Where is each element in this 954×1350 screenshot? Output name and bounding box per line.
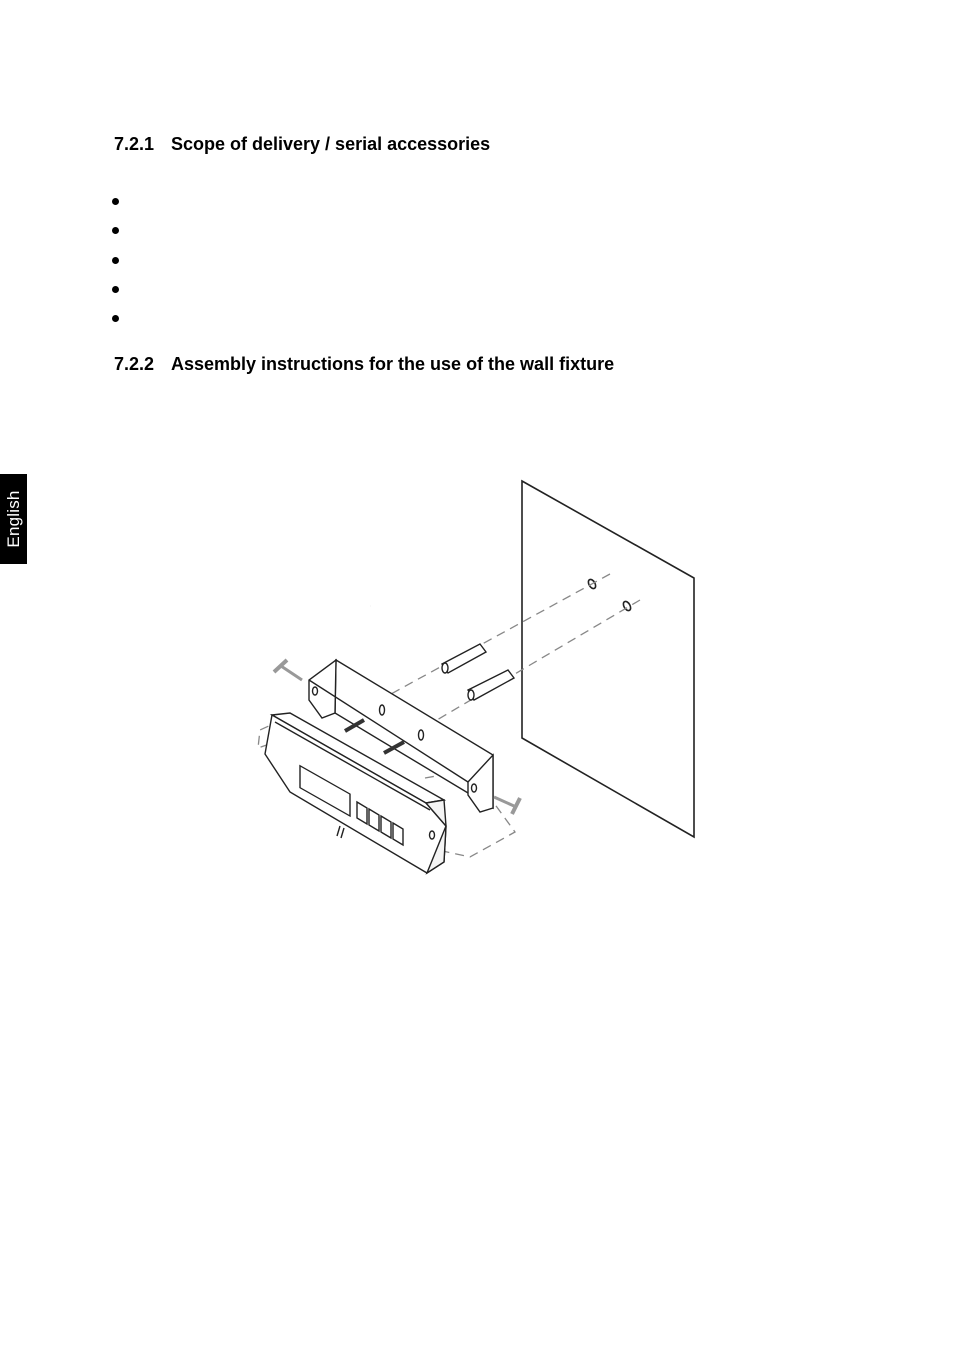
section-number: 7.2.2 xyxy=(114,354,155,374)
wall-plug xyxy=(442,644,486,673)
section-title: Scope of delivery / serial accessories xyxy=(171,134,491,154)
wall-plug xyxy=(468,670,514,700)
section-heading-assembly xyxy=(114,354,614,375)
section-number: 7.2.1 xyxy=(114,134,155,154)
thumb-screw xyxy=(274,660,302,680)
thumb-screw xyxy=(494,797,520,814)
wall-mount-exploded-diagram xyxy=(240,470,710,890)
wall-panel xyxy=(522,481,694,837)
language-tab-label: English xyxy=(3,490,23,548)
language-tab xyxy=(0,474,27,564)
section-title: Assembly instructions for the use of the wall fixture xyxy=(171,354,615,374)
section-heading-scope xyxy=(114,134,490,155)
